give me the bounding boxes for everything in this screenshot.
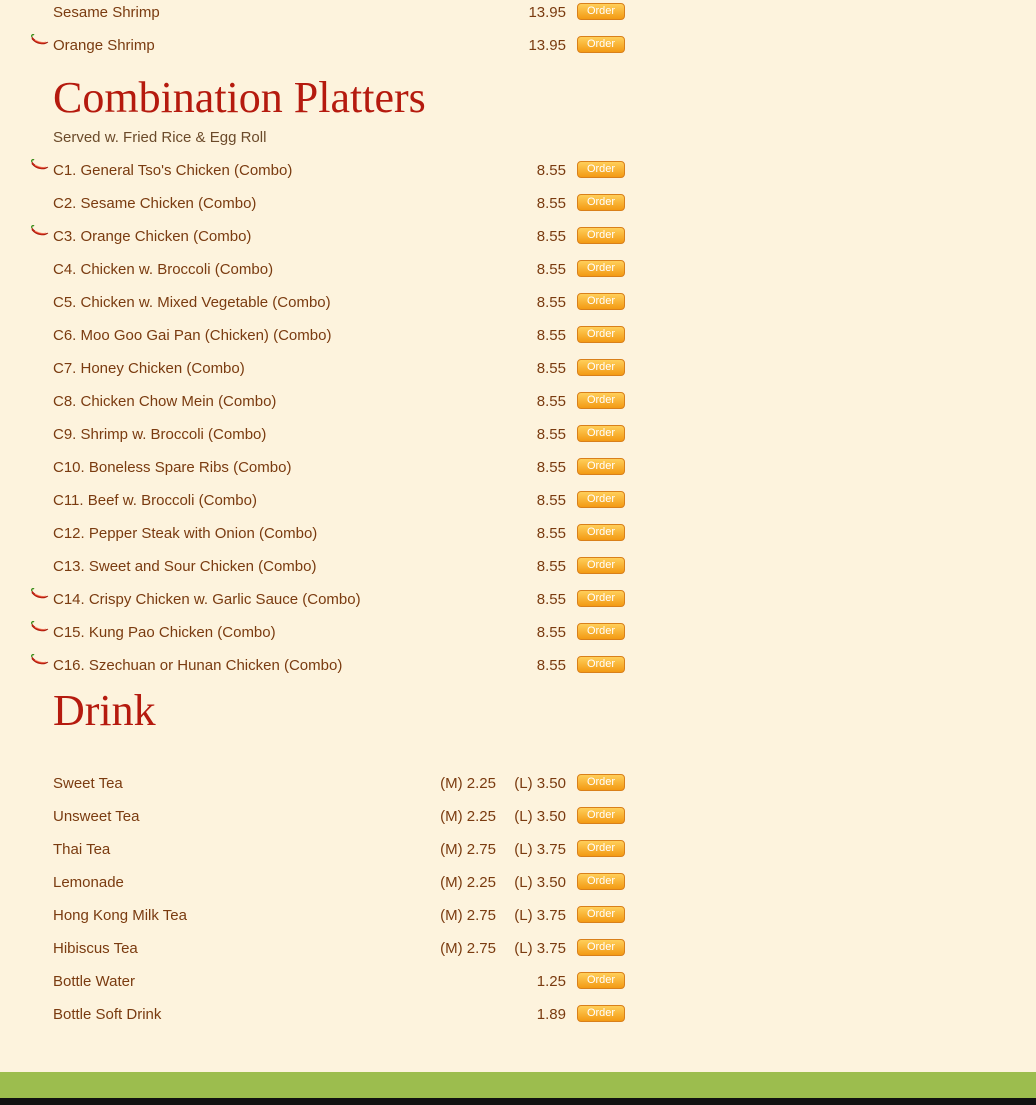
combo-item-row	[0, 580, 640, 613]
combo-item-row	[0, 184, 640, 217]
item-price: 8.55	[536, 294, 566, 311]
item-price: 8.55	[536, 393, 566, 410]
item-price-large: (L) 3.50	[514, 808, 566, 825]
item-name: C8. Chicken Chow Mein (Combo)	[53, 393, 277, 410]
item-name: C12. Pepper Steak with Onion (Combo)	[53, 525, 318, 542]
combo-item-row	[0, 250, 640, 283]
item-name: C2. Sesame Chicken (Combo)	[53, 195, 257, 212]
item-price: 8.55	[536, 492, 566, 509]
item-price-large: (L) 3.50	[514, 874, 566, 891]
item-price: 8.55	[536, 459, 566, 476]
combo-item-row	[0, 646, 640, 679]
chili-pepper-icon	[30, 159, 50, 171]
drink-item-row	[0, 995, 640, 1028]
order-button[interactable]: Order	[577, 36, 625, 53]
item-price: 13.95	[528, 37, 566, 54]
order-button[interactable]: Order	[577, 425, 625, 442]
drink-item-row	[0, 764, 640, 797]
drink-item-row	[0, 797, 640, 830]
item-price-large: (L) 3.75	[514, 940, 566, 957]
item-name: C10. Boneless Spare Ribs (Combo)	[53, 459, 292, 476]
order-button[interactable]: Order	[577, 590, 625, 607]
drink-item-row	[0, 962, 640, 995]
item-name: Thai Tea	[53, 841, 111, 858]
order-button[interactable]: Order	[577, 906, 625, 923]
shrimp-item-list	[0, 0, 640, 59]
drink-item-row	[0, 929, 640, 962]
drink-title: Drink	[53, 686, 156, 735]
combo-item-row	[0, 481, 640, 514]
order-button[interactable]: Order	[577, 359, 625, 376]
item-price: 8.55	[536, 558, 566, 575]
item-price-large: (L) 3.50	[514, 775, 566, 792]
footer-bar	[0, 1072, 1036, 1098]
item-name: C11. Beef w. Broccoli (Combo)	[53, 492, 257, 509]
item-price: 8.55	[536, 195, 566, 212]
drink-item-row	[0, 896, 640, 929]
order-button[interactable]: Order	[577, 3, 625, 20]
combination-title: Combination Platters	[53, 73, 426, 122]
combo-item-row	[0, 415, 640, 448]
combo-item-row	[0, 151, 640, 184]
order-button[interactable]: Order	[577, 491, 625, 508]
order-button[interactable]: Order	[577, 807, 625, 824]
order-button[interactable]: Order	[577, 458, 625, 475]
combo-item-row	[0, 514, 640, 547]
order-button[interactable]: Order	[577, 260, 625, 277]
item-price-medium: (M) 2.75	[440, 940, 496, 957]
order-button[interactable]: Order	[577, 873, 625, 890]
item-name: C3. Orange Chicken (Combo)	[53, 228, 252, 245]
item-name: C5. Chicken w. Mixed Vegetable (Combo)	[53, 294, 331, 311]
item-price: 1.25	[536, 973, 566, 990]
combo-item-row	[0, 382, 640, 415]
order-button[interactable]: Order	[577, 227, 625, 244]
shrimp-item-row	[0, 26, 640, 59]
order-button[interactable]: Order	[577, 939, 625, 956]
footer-bottom-strip	[0, 1098, 1036, 1105]
item-price-medium: (M) 2.75	[440, 907, 496, 924]
item-name: C15. Kung Pao Chicken (Combo)	[53, 624, 276, 641]
item-price: 13.95	[528, 4, 566, 21]
combo-item-row	[0, 217, 640, 250]
item-name: Unsweet Tea	[53, 808, 140, 825]
drink-item-list	[0, 764, 640, 1028]
combo-item-row	[0, 349, 640, 382]
item-price-medium: (M) 2.25	[440, 874, 496, 891]
item-name: Hibiscus Tea	[53, 940, 138, 957]
combo-item-row	[0, 547, 640, 580]
item-price: 8.55	[536, 657, 566, 674]
order-button[interactable]: Order	[577, 840, 625, 857]
order-button[interactable]: Order	[577, 972, 625, 989]
item-name: Orange Shrimp	[53, 37, 155, 54]
combo-item-row	[0, 448, 640, 481]
chili-pepper-icon	[30, 34, 50, 46]
order-button[interactable]: Order	[577, 557, 625, 574]
item-price: 8.55	[536, 327, 566, 344]
item-name: C9. Shrimp w. Broccoli (Combo)	[53, 426, 267, 443]
combo-item-row	[0, 613, 640, 646]
item-name: Lemonade	[53, 874, 124, 891]
item-name: C6. Moo Goo Gai Pan (Chicken) (Combo)	[53, 327, 332, 344]
item-name: C4. Chicken w. Broccoli (Combo)	[53, 261, 274, 278]
item-name: C1. General Tso's Chicken (Combo)	[53, 162, 293, 179]
chili-pepper-icon	[30, 588, 50, 600]
shrimp-item-row	[0, 0, 640, 26]
order-button[interactable]: Order	[577, 524, 625, 541]
item-name: Bottle Soft Drink	[53, 1006, 162, 1023]
item-name: Sesame Shrimp	[53, 4, 160, 21]
item-price: 1.89	[536, 1006, 566, 1023]
item-name: Sweet Tea	[53, 775, 123, 792]
item-price-medium: (M) 2.25	[440, 808, 496, 825]
order-button[interactable]: Order	[577, 161, 625, 178]
order-button[interactable]: Order	[577, 1005, 625, 1022]
item-price: 8.55	[536, 525, 566, 542]
item-price-large: (L) 3.75	[514, 841, 566, 858]
order-button[interactable]: Order	[577, 293, 625, 310]
chili-pepper-icon	[30, 225, 50, 237]
item-name: Bottle Water	[53, 973, 135, 990]
item-name: C13. Sweet and Sour Chicken (Combo)	[53, 558, 317, 575]
item-price-medium: (M) 2.75	[440, 841, 496, 858]
combo-item-row	[0, 283, 640, 316]
chili-pepper-icon	[30, 621, 50, 633]
order-button[interactable]: Order	[577, 392, 625, 409]
drink-item-row	[0, 863, 640, 896]
item-price-large: (L) 3.75	[514, 907, 566, 924]
order-button[interactable]: Order	[577, 656, 625, 673]
item-price: 8.55	[536, 261, 566, 278]
order-button[interactable]: Order	[577, 326, 625, 343]
item-name: C14. Crispy Chicken w. Garlic Sauce (Combo)	[53, 591, 361, 608]
item-name: C7. Honey Chicken (Combo)	[53, 360, 245, 377]
order-button[interactable]: Order	[577, 194, 625, 211]
item-price: 8.55	[536, 162, 566, 179]
combo-item-row	[0, 316, 640, 349]
item-price: 8.55	[536, 624, 566, 641]
order-button[interactable]: Order	[577, 623, 625, 640]
item-name: C16. Szechuan or Hunan Chicken (Combo)	[53, 657, 343, 674]
drink-item-row	[0, 830, 640, 863]
chili-pepper-icon	[30, 654, 50, 666]
item-price-medium: (M) 2.25	[440, 775, 496, 792]
item-price: 8.55	[536, 228, 566, 245]
combination-item-list	[0, 151, 640, 679]
item-name: Hong Kong Milk Tea	[53, 907, 187, 924]
combination-subtitle: Served w. Fried Rice & Egg Roll	[53, 129, 267, 146]
item-price: 8.55	[536, 591, 566, 608]
item-price: 8.55	[536, 360, 566, 377]
item-price: 8.55	[536, 426, 566, 443]
order-button[interactable]: Order	[577, 774, 625, 791]
